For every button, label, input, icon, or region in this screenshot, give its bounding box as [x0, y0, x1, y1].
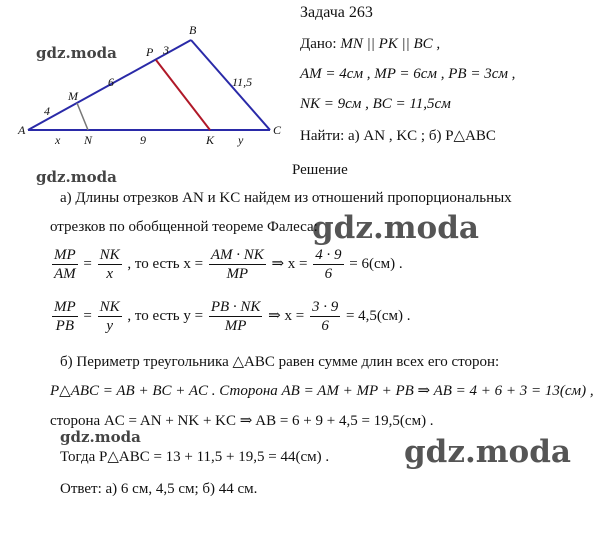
- vertex-c: C: [273, 123, 282, 137]
- solution-heading: Решение: [292, 162, 348, 178]
- vertex-p: P: [146, 45, 154, 59]
- solution-p1-line1: а) Длины отрезков AN и KC найдем из отношений пропорциональных: [60, 190, 512, 206]
- label-am: 4: [44, 104, 50, 118]
- segment-pk: [156, 60, 210, 130]
- vertex-k: K: [206, 133, 215, 147]
- label-mp: 6: [108, 75, 114, 89]
- equation-2: $\frac{MP}{PB}$ = $\frac{NK}{y}$ , то есть y = $\frac{PB \cdot NK}{MP}$ ⇒ x = $\frac{3 \cdot 9}{6}$ = 4,5(см) .: [54, 299, 411, 334]
- solution-p2-line3: сторона AC = AN + NK + KC ⇒ AB = 6 + 9 + 4,5 = 19,5(см) .: [50, 413, 434, 429]
- given-line-3: NK = 9см , BC = 11,5см: [300, 96, 451, 112]
- watermark-bottom: gdz.moda: [60, 428, 141, 446]
- eq1-formula-fraction: $\frac{AM \cdot NK}{MP}$: [210, 247, 264, 282]
- watermark-mid: gdz.moda: [36, 168, 117, 186]
- label-nk: 9: [140, 133, 146, 147]
- problem-title: Задача 263: [300, 4, 373, 21]
- eq1-left-fraction: $\frac{MP}{AM}$: [54, 247, 76, 282]
- given-label: Дано:: [300, 36, 337, 52]
- eq2-formula-fraction: $\frac{PB \cdot NK}{MP}$: [210, 299, 261, 334]
- given-parallel: MN || PK || BC ,: [340, 36, 441, 52]
- eq1-right-fraction: $\frac{NK}{x}$: [99, 247, 120, 282]
- given-line-2: AM = 4см , MP = 6см , PB = 3см ,: [300, 66, 516, 82]
- label-kc: y: [238, 133, 244, 147]
- eq2-right-fraction: $\frac{NK}{y}$: [99, 299, 120, 334]
- vertex-a: A: [18, 123, 26, 137]
- eq1-value-fraction: $\frac{4 \cdot 9}{6}$: [315, 247, 342, 282]
- given-line-1: [300, 36, 440, 53]
- watermark-top: gdz.moda: [36, 44, 117, 62]
- eq2-value-fraction: $\frac{3 \cdot 9}{6}$: [311, 299, 339, 334]
- triangle-figure: [0, 20, 300, 150]
- equation-1: $\frac{MP}{AM}$ = $\frac{NK}{x}$ , то есть x = $\frac{AM \cdot NK}{MP}$ ⇒ x = $\frac{4 \cdot 9}{6}$ = 6(см) .: [54, 247, 403, 282]
- vertex-n: N: [84, 133, 93, 147]
- solution-p2-line4: Тогда P△ABC = 13 + 11,5 + 19,5 = 44(см) .: [60, 449, 330, 465]
- vertex-m: M: [68, 89, 78, 103]
- solution-p1-line2: отрезков по обобщенной теореме Фалеса:: [50, 219, 318, 235]
- segment-mn: [77, 103, 88, 130]
- vertex-b: B: [189, 23, 197, 37]
- eq2-left-fraction: $\frac{MP}{PB}$: [54, 299, 76, 334]
- solution-p2-line2: P△ABC = AB + BC + AC . Сторона AB = AM + MP + PB ⇒ AB = 4 + 6 + 3 = 13(см) ,: [50, 383, 594, 399]
- label-pb: 3: [163, 43, 169, 57]
- watermark-large-1: gdz.moda: [312, 210, 479, 246]
- label-an: x: [55, 133, 61, 147]
- side-bc: [191, 40, 270, 130]
- watermark-large-2: gdz.moda: [404, 434, 571, 470]
- find-line: Найти: а) AN , KC ; б) P△ABC: [300, 128, 496, 144]
- label-bc: 11,5: [232, 75, 253, 89]
- answer-line: Ответ: а) 6 см, 4,5 см; б) 44 см.: [60, 481, 258, 497]
- solution-p2-line1: б) Периметр треугольника △ABC равен сумме длин всех его сторон:: [60, 354, 500, 370]
